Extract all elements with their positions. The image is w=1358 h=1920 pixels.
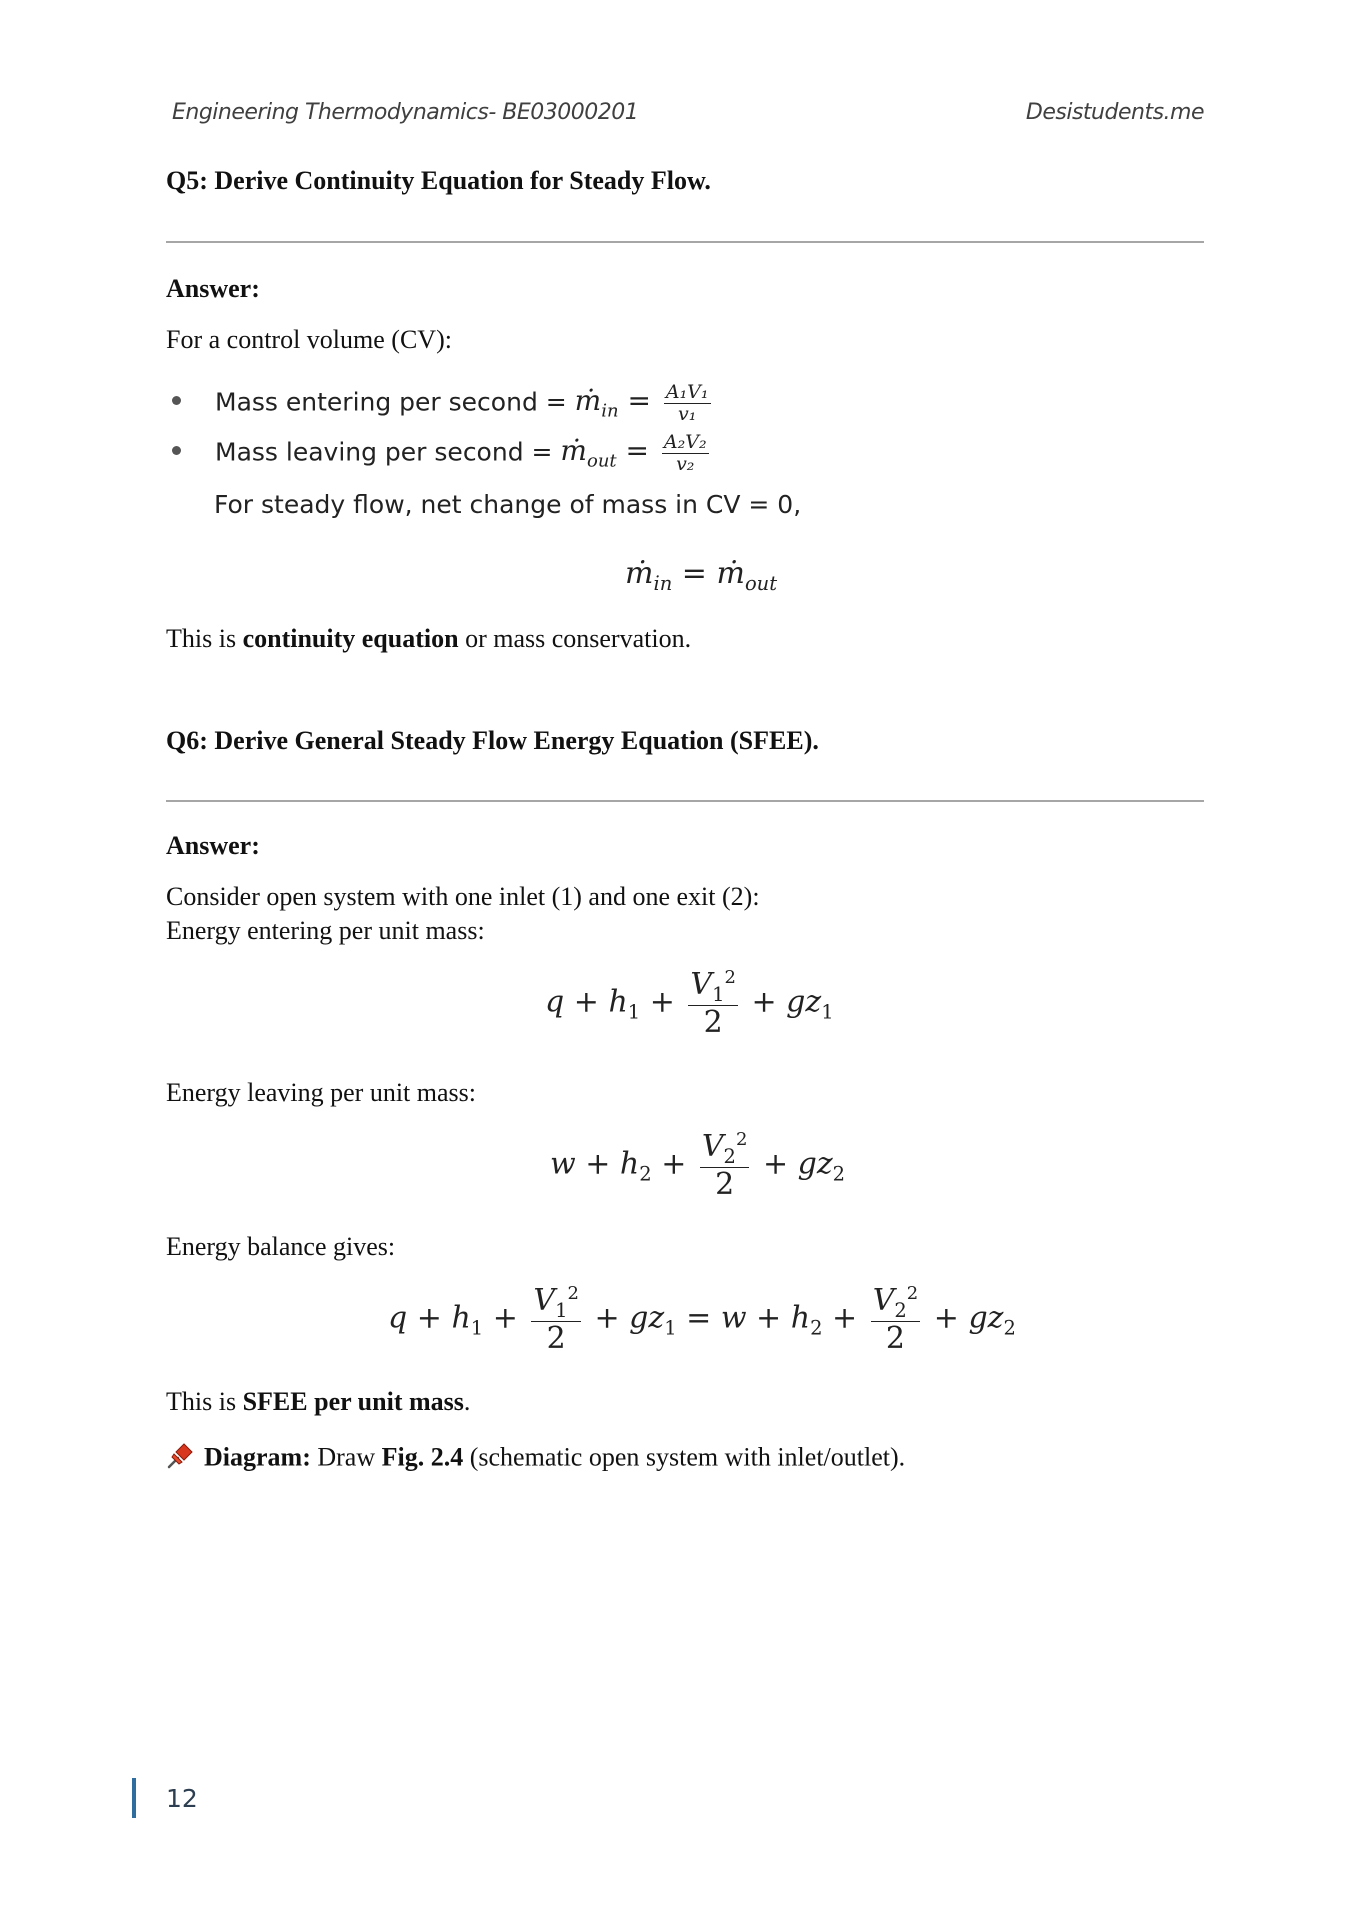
- bullet-mass-entering: Mass entering per second = ṁ$_{in}$ = $\frac{\text{A₁V₁}}{\text{v₁}}$: [172, 382, 715, 425]
- energy-entering-equation: $q + h_1$ + $\frac{V_1^2}{2}$ + $gz_1$: [545, 967, 834, 1041]
- bullet-dot-icon: [172, 396, 181, 405]
- bullet-mass-leaving: Mass leaving per second = ṁ$_{out}$ = $\frac{\text{A₂V₂}}{\text{v₂}}$: [172, 432, 713, 475]
- q5-answer-label: Answer:: [166, 274, 260, 303]
- divider: [166, 241, 1204, 243]
- balance-label: Energy balance gives:: [166, 1232, 396, 1261]
- q6-intro: Consider open system with one inlet (1) and one exit (2): Energy entering per unit mass:: [166, 882, 760, 945]
- q5-conclusion: This is continuity equation or mass conservation.: [166, 624, 692, 653]
- steady-flow-note: For steady flow, net change of mass in CV = 0,: [214, 490, 802, 519]
- header-course-title: Engineering Thermodynamics- BE03000201: [172, 100, 639, 125]
- divider: [166, 800, 1204, 802]
- pushpin-icon: [166, 1440, 196, 1479]
- page-number: 12: [166, 1784, 198, 1813]
- page-number-accent-bar: [132, 1778, 136, 1818]
- continuity-equation: ṁ$_{in}$ = ṁ$_{out}$: [625, 556, 778, 595]
- diagram-note: Diagram: Draw Fig. 2.4 (schematic open system with inlet/outlet).: [166, 1440, 905, 1479]
- q6-conclusion: This is SFEE per unit mass.: [166, 1387, 471, 1416]
- q5-heading: Q5: Derive Continuity Equation for Steady Flow.: [166, 166, 711, 195]
- header-site-name: Desistudents.me: [1025, 100, 1204, 125]
- q5-intro: For a control volume (CV):: [166, 325, 452, 354]
- bullet-dot-icon: [172, 446, 181, 455]
- q6-heading: Q6: Derive General Steady Flow Energy Equation (SFEE).: [166, 726, 819, 755]
- sfee-equation: $q + h_1$ + $\frac{V_1^2}{2}$ + $gz_1 = w + h_2$ + $\frac{V_2^2}{2}$ + $gz_2$: [388, 1283, 1016, 1357]
- leaving-label: Energy leaving per unit mass:: [166, 1078, 477, 1107]
- q6-answer-label: Answer:: [166, 831, 260, 860]
- energy-leaving-equation: $w + h_2$ + $\frac{V_2^2}{2}$ + $gz_2$: [550, 1129, 846, 1203]
